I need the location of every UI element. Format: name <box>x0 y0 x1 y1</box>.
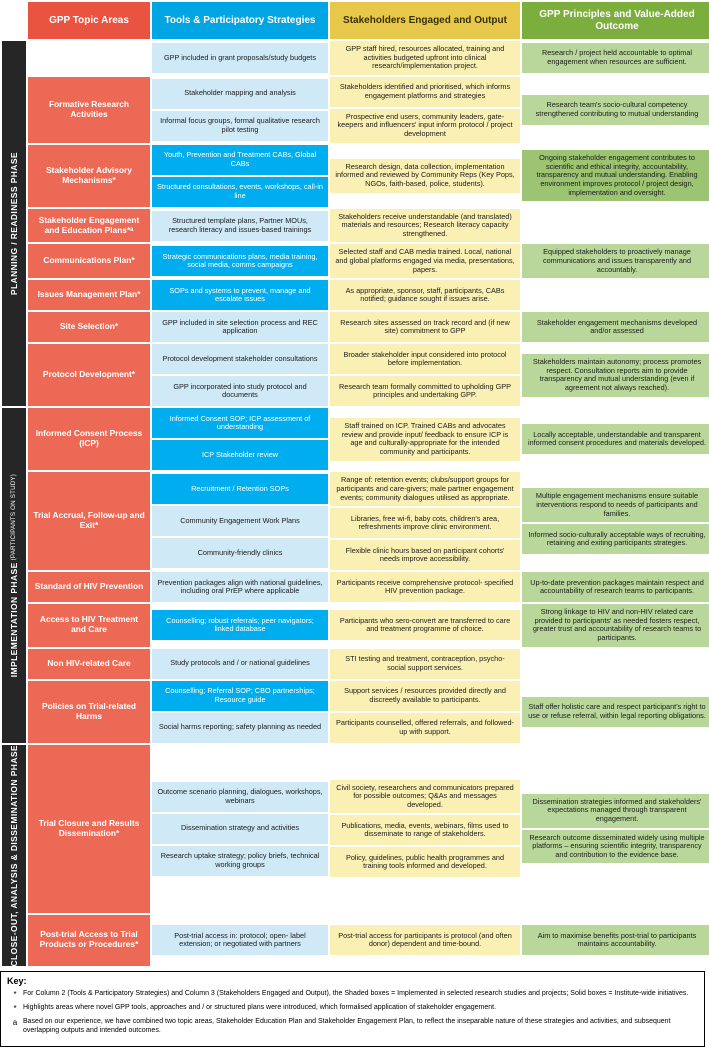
tools-strategy-group <box>152 77 328 143</box>
topic-area-cell: Protocol Development* <box>28 344 150 406</box>
tools-strategy-cell: Counselling; robust referrals; peer navigators; linked database <box>152 610 328 640</box>
tools-strategy-cell: Dissemination strategy and activities <box>152 814 328 844</box>
stakeholder-output-cell: As appropriate, sponsor, staff, participants, CABs notified; guidance sought if issues arise. <box>330 280 520 310</box>
principles-outcome-group <box>522 604 709 646</box>
stakeholder-output-group <box>330 604 520 646</box>
tools-strategy-group <box>152 745 328 913</box>
stakeholder-output-group <box>330 344 520 406</box>
tools-strategy-cell: Protocol development stakeholder consultations <box>152 344 328 374</box>
principles-outcome-group <box>522 280 709 310</box>
tools-strategy-cell: Youth, Prevention and Treatment CABs, Global CABs <box>152 145 328 175</box>
topic-area-cell: Stakeholder Advisory Mechanisms* <box>28 145 150 207</box>
topic-area-cell: Non HIV-related Care <box>28 649 150 679</box>
stakeholder-output-group <box>330 41 520 75</box>
principles-outcome-cell: Dissemination strategies informed and stakeholders' expectations managed through transparent engagement. <box>522 794 709 828</box>
principles-outcome-cell: Up-to-date prevention packages maintain respect and accountability of research teams to participants. <box>522 572 709 602</box>
principles-outcome-cell: Strong linkage to HIV and non-HIV related care provided to participants' as needed fosters respect, greater trust and accountability of research teams to participants. <box>522 604 709 646</box>
stakeholder-output-cell: Broader stakeholder input considered into protocol before implementation. <box>330 344 520 374</box>
topic-area-cell: Policies on Trial-related Harms <box>28 681 150 743</box>
stakeholder-output-cell: Stakeholders receive understandable (and translated) materials and resources; Research literacy capacity strengthened. <box>330 209 520 243</box>
key-item <box>7 990 698 1000</box>
tools-strategy-group <box>152 209 328 243</box>
stakeholder-output-group <box>330 572 520 602</box>
topic-area-cell: Communications Plan* <box>28 244 150 278</box>
stakeholder-output-group <box>330 209 520 243</box>
principles-outcome-group <box>522 681 709 743</box>
tools-strategy-cell: Prevention packages align with national guidelines, including oral PrEP where applicable <box>152 572 328 602</box>
topic-area-cell: Site Selection* <box>28 312 150 342</box>
key-text: Based on our experience, we have combined two topic areas, Stakeholder Education Plan and Stakeholder Engagement Plan, to reflect the inseparable nature of these strategies and activities, and subsequent overlapping outputs and intended outcomes. <box>23 1018 671 1034</box>
stakeholder-output-group <box>330 649 520 679</box>
phase-label-3: CLOSE-OUT, ANALYSIS & DISSEMINATION PHASE <box>2 745 26 967</box>
stakeholder-output-group <box>330 472 520 570</box>
stakeholder-output-cell: Stakeholders identified and prioritised, which informs engagement platforms and strategies <box>330 77 520 107</box>
tools-strategy-cell: GPP included in grant proposals/study budgets <box>152 43 328 73</box>
principles-outcome-cell: Stakeholder engagement mechanisms developed and/or assessed <box>522 312 709 342</box>
tools-strategy-cell: Counselling; Referral SOP; CBO partnerships; Resource guide <box>152 681 328 711</box>
tools-strategy-cell: GPP included in site selection process and REC application <box>152 312 328 342</box>
stakeholder-output-cell: Range of: retention events; clubs/support groups for participants and care-givers; male partner engagement events; community dialogues utilised as appropriate. <box>330 472 520 506</box>
topic-area-cell <box>28 41 150 75</box>
stakeholder-output-cell: Publications, media, events, webinars, films used to disseminate to range of stakeholders. <box>330 815 520 845</box>
tools-strategy-group <box>152 145 328 207</box>
corner-spacer <box>2 2 26 39</box>
tools-strategy-cell: Informed Consent SOP; ICP assessment of understanding <box>152 408 328 438</box>
principles-outcome-group <box>522 915 709 967</box>
principles-outcome-group <box>522 572 709 602</box>
key-text: For Column 2 (Tools & Participatory Strategies) and Column 3 (Stakeholders Engaged and Output), the Shaded boxes = Implemented in selected research studies and projects; Solid boxes = Institute-wide initiatives. <box>23 990 689 998</box>
tools-strategy-cell: SOPs and systems to prevent, manage and escalate issues <box>152 280 328 310</box>
tools-strategy-cell: Study protocols and / or national guidelines <box>152 649 328 679</box>
phase-label-1: PLANNING / READINESS PHASE <box>2 41 26 406</box>
tools-strategy-group <box>152 408 328 470</box>
principles-outcome-group <box>522 344 709 406</box>
principles-outcome-group <box>522 408 709 470</box>
stakeholder-output-cell: Prospective end users, community leaders, gate-keepers and influencers' input inform protocol / project development <box>330 109 520 143</box>
tools-strategy-cell: Stakeholder mapping and analysis <box>152 79 328 109</box>
tools-strategy-group <box>152 41 328 75</box>
stakeholder-output-group <box>330 408 520 470</box>
stakeholder-output-cell: STI testing and treatment, contraception, psycho- social support services. <box>330 649 520 679</box>
stakeholder-output-cell: GPP staff hired, resources allocated, training and activities budgeted upfront into clinical research/implementation project. <box>330 41 520 75</box>
stakeholder-output-group <box>330 77 520 143</box>
stakeholder-output-cell: Policy, guidelines, public health programmes and training tools informed and developed. <box>330 847 520 877</box>
tools-strategy-cell: Structured template plans, Partner MOUs, research literacy and issues-based trainings <box>152 211 328 241</box>
tools-strategy-group <box>152 915 328 967</box>
principles-outcome-group <box>522 209 709 243</box>
key-item <box>7 1004 698 1014</box>
tools-strategy-group <box>152 604 328 646</box>
principles-outcome-cell: Locally acceptable, understandable and transparent informed consent procedures and materials developed. <box>522 424 709 454</box>
tools-strategy-group <box>152 344 328 406</box>
stakeholder-output-group <box>330 745 520 913</box>
key-marker: * <box>13 990 17 1000</box>
principles-outcome-cell: Aim to maximise benefits post-trial to participants maintains accountability. <box>522 925 709 955</box>
tools-strategy-cell: Community-friendly clinics <box>152 538 328 568</box>
tools-strategy-cell: GPP incorporated into study protocol and documents <box>152 376 328 406</box>
principles-outcome-group <box>522 472 709 570</box>
column-header-4: GPP Principles and Value-Added Outcome <box>522 2 709 39</box>
tools-strategy-cell: Recruitment / Retention SOPs <box>152 474 328 504</box>
stakeholder-output-group <box>330 280 520 310</box>
key-text: Highlights areas where novel GPP tools, approaches and / or structured plans were introduced, which formalised application of stakeholder engagement. <box>23 1004 497 1012</box>
stakeholder-output-group <box>330 244 520 278</box>
topic-area-cell: Trial Closure and Results Dissemination* <box>28 745 150 913</box>
principles-outcome-group <box>522 244 709 278</box>
stakeholder-output-group <box>330 312 520 342</box>
principles-outcome-group <box>522 745 709 913</box>
tools-strategy-group <box>152 472 328 570</box>
stakeholder-output-cell: Support services / resources provided directly and discreetly available to participants. <box>330 681 520 711</box>
topic-area-cell: Formative Research Activities <box>28 77 150 143</box>
topic-area-cell: Access to HIV Treatment and Care <box>28 604 150 646</box>
stakeholder-output-cell: Libraries, free wi-fi, baby cots, children's area, refreshments improve clinic environment. <box>330 508 520 538</box>
column-header-3: Stakeholders Engaged and Output <box>330 2 520 39</box>
stakeholder-output-cell: Participants receive comprehensive protocol- specified HIV prevention package. <box>330 572 520 602</box>
stakeholder-output-cell: Research sites assessed on track record and (if new site) commitment to GPP <box>330 312 520 342</box>
stakeholder-output-cell: Flexible clinic hours based on participant cohorts' needs improve accessibility. <box>330 540 520 570</box>
principles-outcome-cell: Research team's socio-cultural competency strengthened contributing to mutual understanding <box>522 95 709 125</box>
topic-area-cell: Informed Consent Process (ICP) <box>28 408 150 470</box>
tools-strategy-cell: Outcome scenario planning, dialogues, workshops, webinars <box>152 782 328 812</box>
topic-area-cell: Post-trial Access to Trial Products or Procedures* <box>28 915 150 967</box>
topic-area-cell: Stakeholder Engagement and Education Plans*ᵃ <box>28 209 150 243</box>
principles-outcome-cell: Equipped stakeholders to proactively manage communications and issues transparently and accountably. <box>522 244 709 278</box>
tools-strategy-cell: ICP Stakeholder review <box>152 440 328 470</box>
principles-outcome-cell: Informed socio-culturally acceptable ways of recruiting, retaining and exiting participants strategies. <box>522 524 709 554</box>
principles-outcome-cell: Staff offer holistic care and respect participant's right to use or refuse referral, within legal reporting obligations. <box>522 697 709 727</box>
stakeholder-output-group <box>330 915 520 967</box>
tools-strategy-group <box>152 244 328 278</box>
stakeholder-output-cell: Civil society, researchers and communicators prepared for possible outcomes; Q&As and messages developed. <box>330 780 520 814</box>
stakeholder-output-group <box>330 681 520 743</box>
stakeholder-output-group <box>330 145 520 207</box>
key-title: Key: <box>7 976 27 987</box>
tools-strategy-cell: Informal focus groups, formal qualitative research pilot testing <box>152 111 328 141</box>
tools-strategy-group <box>152 649 328 679</box>
key-legend <box>0 971 705 1047</box>
principles-outcome-group <box>522 77 709 143</box>
principles-outcome-cell: Research / project held accountable to optimal engagement when resources are sufficient. <box>522 43 709 73</box>
stakeholder-output-cell: Research design, data collection, implementation informed and reviewed by Community Reps (Key Pops, NGOs, faith-based, police, students). <box>330 159 520 193</box>
stakeholder-output-cell: Selected staff and CAB media trained. Local, national and global platforms engaged via media, presentations, papers. <box>330 244 520 278</box>
tools-strategy-cell: Research uptake strategy; policy briefs, technical working groups <box>152 846 328 876</box>
topic-area-cell: Standard of HIV Prevention <box>28 572 150 602</box>
principles-outcome-group <box>522 312 709 342</box>
tools-strategy-group <box>152 312 328 342</box>
key-marker: * <box>13 1004 17 1014</box>
tools-strategy-cell: Strategic communications plans, media training, social media, comms campaigns <box>152 246 328 276</box>
tools-strategy-cell: Community Engagement Work Plans <box>152 506 328 536</box>
tools-strategy-group <box>152 280 328 310</box>
stakeholder-output-cell: Participants counselled, offered referrals, and followed-up with support. <box>330 713 520 743</box>
principles-outcome-cell: Multiple engagement mechanisms ensure suitable interventions respond to needs of participants and families. <box>522 488 709 522</box>
key-item <box>7 1018 698 1036</box>
topic-area-cell: Issues Management Plan* <box>28 280 150 310</box>
principles-outcome-group <box>522 145 709 207</box>
stakeholder-output-cell: Participants who sero-convert are transferred to care and treatment programme of choice. <box>330 610 520 640</box>
column-header-1: GPP Topic Areas <box>28 2 150 39</box>
principles-outcome-cell: Stakeholders maintain autonomy; process promotes respect. Consultation reports aim to provide transparency and mutual understanding (even if agreement not always reached). <box>522 354 709 396</box>
stakeholder-output-cell: Staff trained on ICP. Trained CABs and advocates review and provide input/ feedback to ensure ICP is age and culturally-appropriate for the intended community and participants. <box>330 418 520 460</box>
principles-outcome-cell: Ongoing stakeholder engagement contributes to scientific and ethical integrity, accountability, transparency and mutual understanding. Enabling environment improves protocol / project design, implementation and oversight. <box>522 150 709 201</box>
principles-outcome-group <box>522 41 709 75</box>
stakeholder-output-cell: Research team formally committed to upholding GPP principles and undertaking GPP. <box>330 376 520 406</box>
tools-strategy-cell: Social harms reporting; safety planning as needed <box>152 713 328 743</box>
stakeholder-output-cell: Post-trial access for participants is protocol (and often donor) dependent and time-bound. <box>330 925 520 955</box>
column-header-2: Tools & Participatory Strategies <box>152 2 328 39</box>
tools-strategy-group <box>152 681 328 743</box>
tools-strategy-group <box>152 572 328 602</box>
phase-label-2: IMPLEMENTATION PHASE (PARTICIPANTS ON STUDY) <box>2 408 26 742</box>
key-marker: a <box>12 1018 18 1028</box>
tools-strategy-cell: Structured consultations, events, workshops, call-in line <box>152 177 328 207</box>
principles-outcome-cell: Research outcome disseminated widely using multiple platforms – ensuring scientific integrity, transparency and contribution to the evidence base. <box>522 830 709 864</box>
topic-area-cell: Trial Accrual, Follow-up and Exit* <box>28 472 150 570</box>
principles-outcome-group <box>522 649 709 679</box>
tools-strategy-cell: Post-trial access in: protocol; open- label extension; or negotiated with partners <box>152 925 328 955</box>
